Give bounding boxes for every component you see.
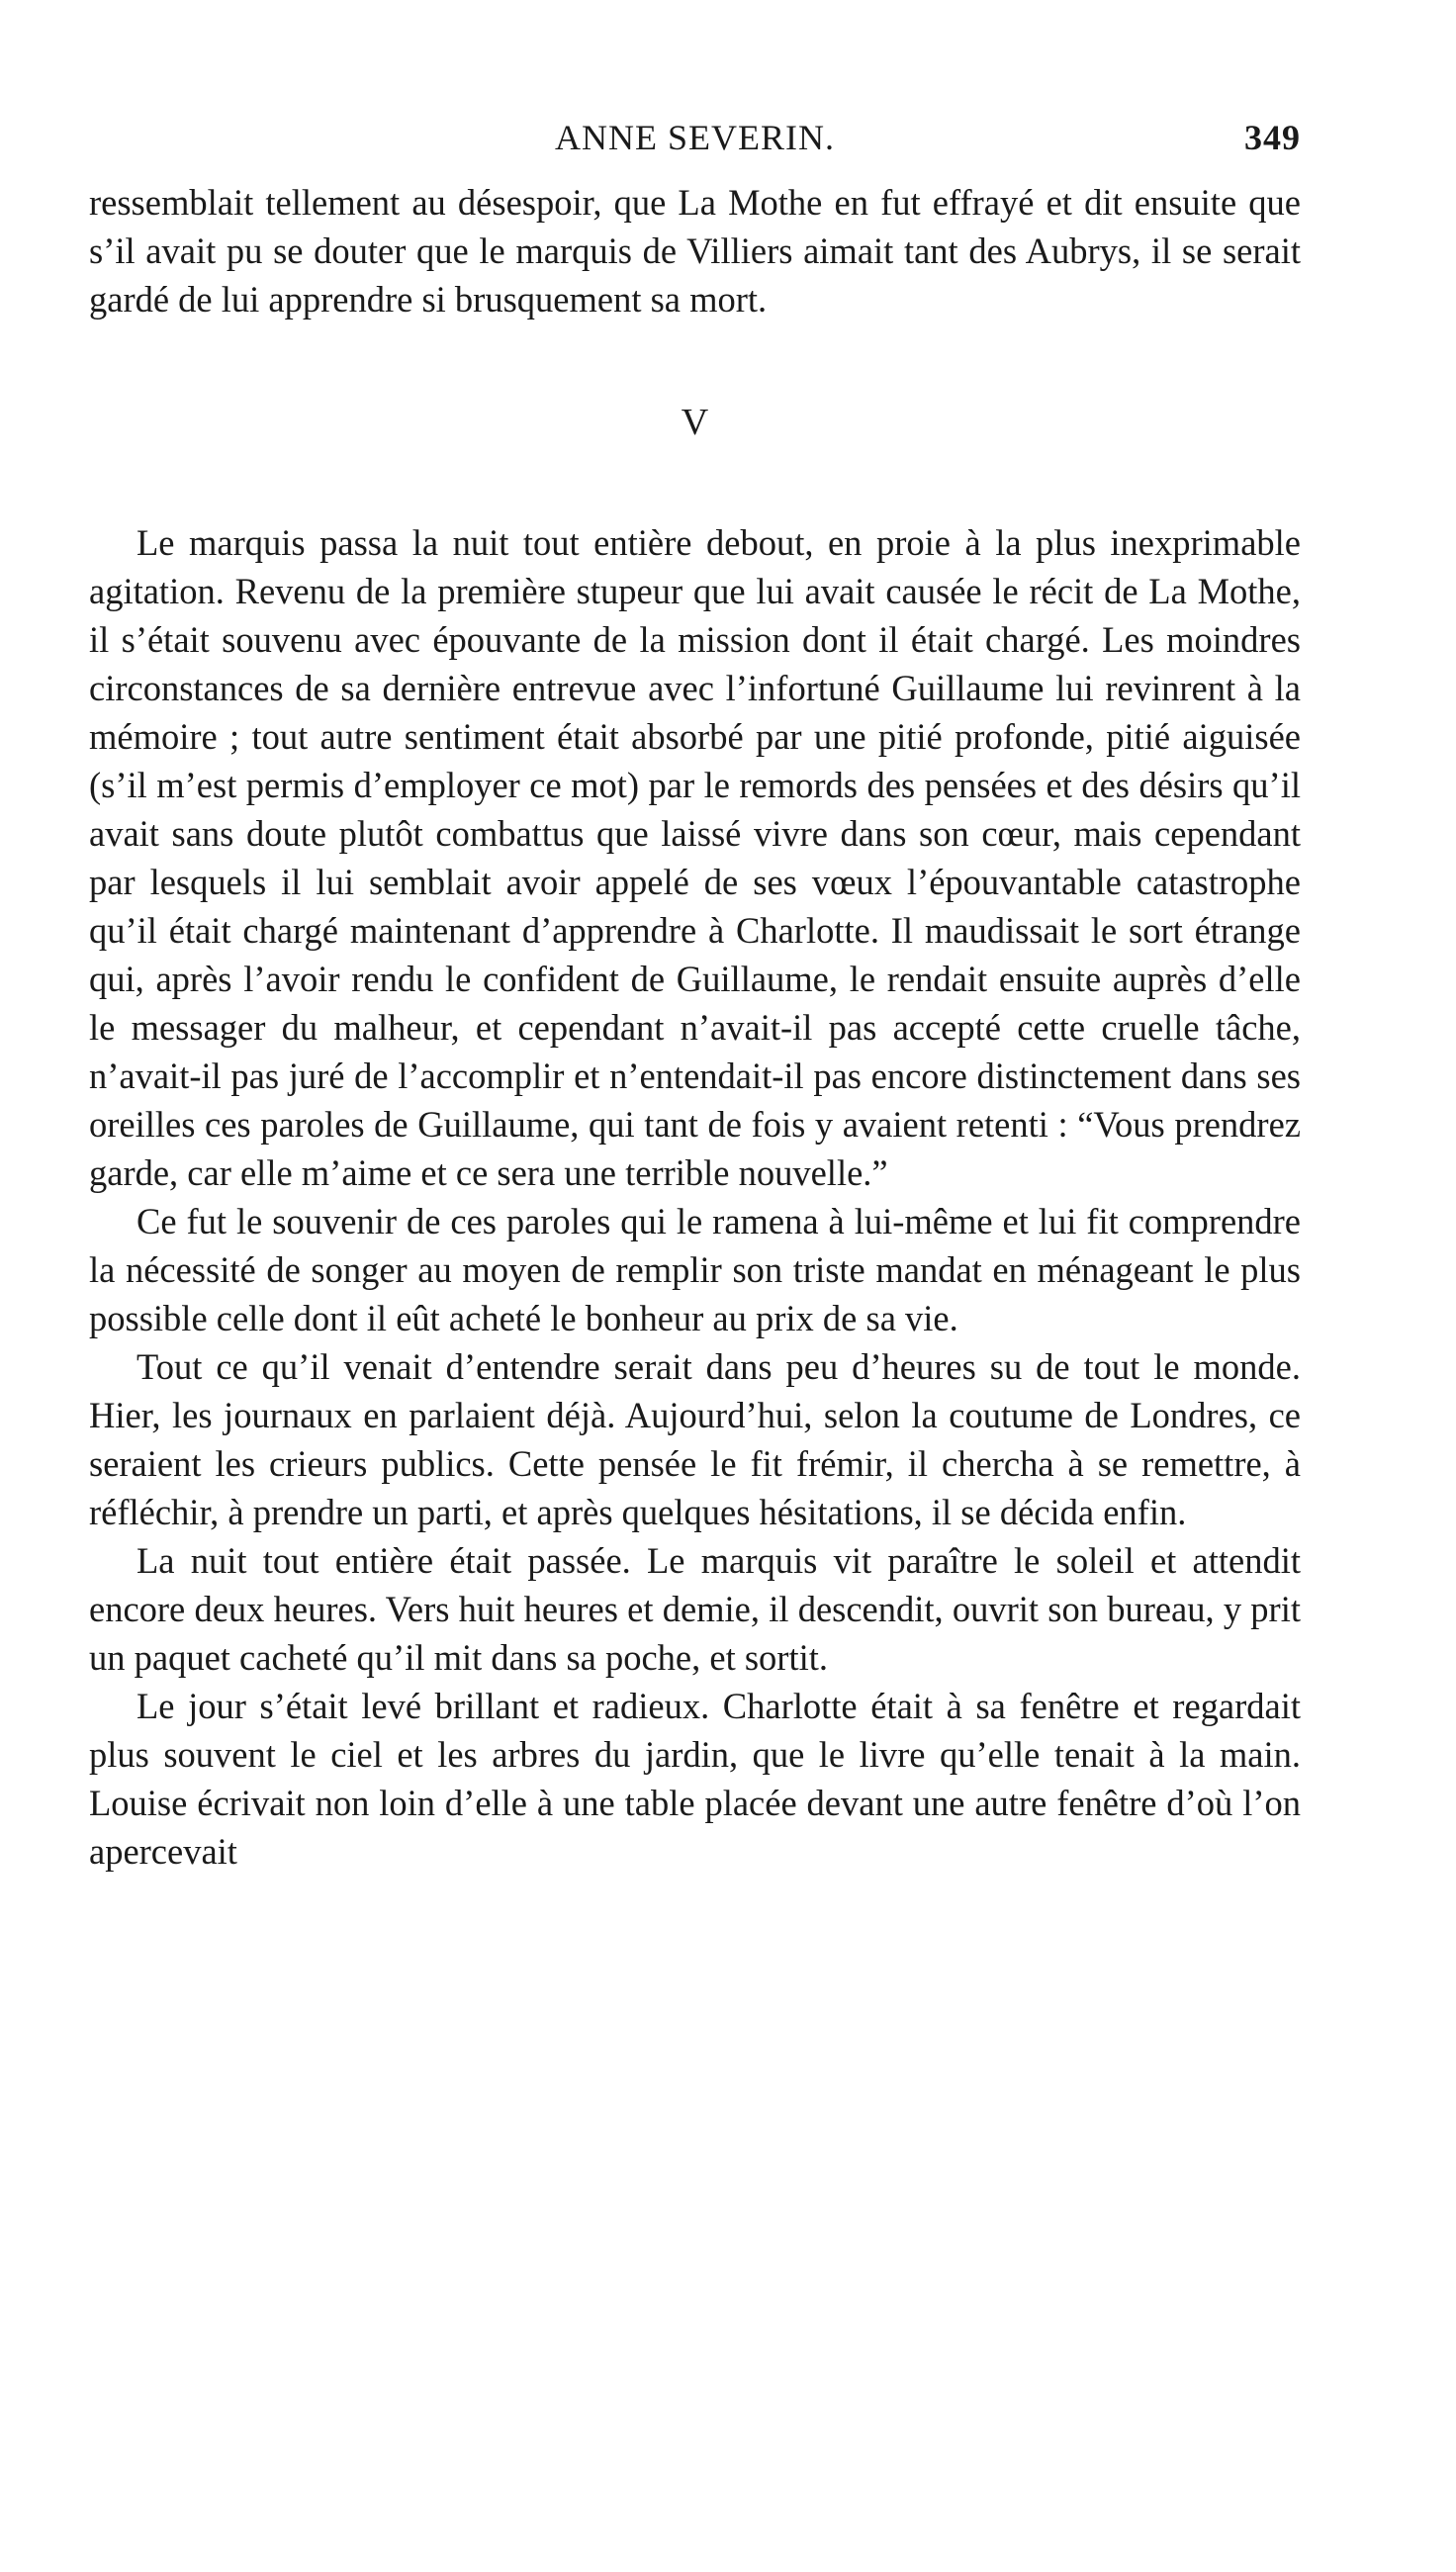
chapter-heading: V	[681, 402, 709, 443]
opening-paragraph: ressemblait tellement au désespoir, que La Mothe en fut effrayé et dit ensuite que s’il avait pu se douter que le marquis de Villiers aimait tant des Aubrys, il se serait gardé de lui apprendre si brusquement sa mort.	[89, 182, 1301, 320]
paragraph: Le jour s’était levé brillant et radieux. Charlotte était à sa fenêtre et regardait plus souvent le ciel et les arbres du jardin, que le livre qu’elle tenait à la main. Louise écrivait non loin d’elle à une table placée devant une autre fenêtre d’où l’on apercevait	[89, 1686, 1301, 1872]
running-head	[89, 109, 1301, 178]
paragraph: Tout ce qu’il venait d’entendre serait dans peu d’heures su de tout le monde. Hier, les journaux en parlaient déjà. Aujourd’hui, selon la coutume de Londres, ce seraient les crieurs publics. Cette pensée le fit frémir, il chercha à se remettre, à réfléchir, à prendre un parti, et après quelques hésitations, il se décida enfin.	[89, 1346, 1301, 1532]
page-number: 349	[1244, 118, 1301, 157]
paragraph: Ce fut le souvenir de ces paroles qui le ramena à lui-même et lui fit comprendre la nécessité de songer au moyen de remplir son triste mandat en ménageant le plus possible celle dont il eût acheté le bonheur au prix de sa vie.	[89, 1201, 1301, 1338]
paragraph: Le marquis passa la nuit tout entière debout, en proie à la plus inexprimable agitation. Revenu de la première stupeur que lui avait causée le récit de La Mothe, il s’était souvenu avec épouvante de la mission dont il était chargé. Les moindres circonstances de sa dernière entrevue avec l’infortuné Guillaume lui revinrent à la mémoire ; tout autre sentiment était absorbé par une pitié profonde, pitié aiguisée (s’il m’est permis d’employer ce mot) par le remords des pensées et des désirs qu’il avait sans doute plutôt combattus que laissé vivre dans son cœur, mais cependant par lesquels il lui semblait avoir appelé de ses vœux l’épouvantable catastrophe qu’il était chargé maintenant d’apprendre à Charlotte. Il maudissait le sort étrange qui, après l’avoir rendu le confident de Guillaume, le rendait ensuite auprès d’elle le messager du malheur, et cependant n’avait-il pas accepté cette cruelle tâche, n’avait-il pas juré de l’accomplir et n’entendait-il pas encore distinctement dans ses oreilles ces paroles de Guillaume, qui tant de fois y avaient retenti : “Vous prendrez garde, car elle m’aime et ce sera une terrible nouvelle.”	[89, 522, 1301, 1193]
body-text	[89, 178, 1301, 1876]
book-page	[89, 109, 1301, 2463]
paragraph: La nuit tout entière était passée. Le marquis vit paraître le soleil et attendit encore deux heures. Vers huit heures et demie, il descendit, ouvrit son bureau, y prit un paquet cacheté qu’il mit dans sa poche, et sortit.	[89, 1540, 1301, 1678]
running-title: ANNE SEVERIN.	[555, 118, 835, 157]
